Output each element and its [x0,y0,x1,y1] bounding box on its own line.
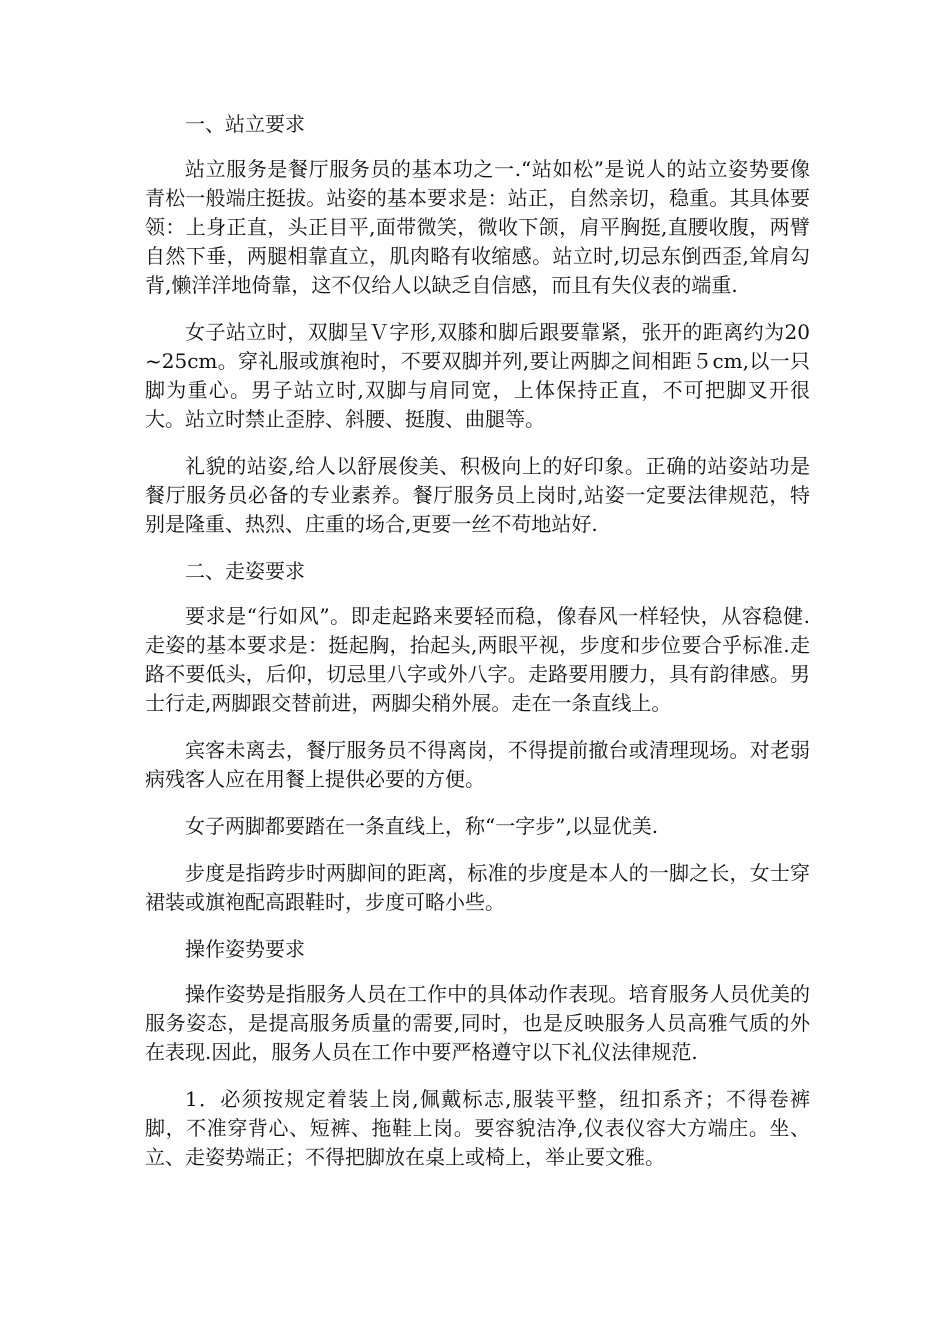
paragraph-step-length: 步度是指跨步时两脚间的距离，标准的步度是本人的一脚之长，女士穿裙装或旗袍配高跟鞋时，步度可略小些。 [145,861,810,914]
section-heading-standing: 一、站立要求 [185,112,305,136]
paragraph-walking-basics: 要求是“行如风”。即走起路来要轻而稳，像春风一样轻快，从容稳健.走姿的基本要求是：挺起胸，抬起头,两眼平视，步度和步位要合乎标准.走路不要低头，后仰，切忌里八字或外八字。走路要用腰力，具有韵律感。男士行走,两脚跟交替前进，两脚尖稍外展。走在一条直线上。 [145,604,810,715]
paragraph-women-step: 女子两脚都要踏在一条直线上，称“一字步”,以显优美. [185,814,659,838]
paragraph-operation-intro: 操作姿势是指服务人员在工作中的具体动作表现。培育服务人员优美的服务姿态，是提高服务质量的需要,同时，也是反映服务人员高雅气质的外在表现.因此，服务人员在工作中要严格遵守以下礼仪法律规范. [145,982,810,1064]
paragraph-standing-basics: 站立服务是餐厅服务员的基本功之一.“站如松”是说人的站立姿势要像青松一般端庄挺拔。站姿的基本要求是：站正，自然亲切，稳重。其具体要领：上身正直，头正目平,面带微笑，微收下颌，肩平胸挺,直腰收腹，两臂自然下垂，两腿相靠直立，肌肉略有收缩感。站立时,切忌东倒西歪,耸肩勾背,懒洋洋地倚靠，这不仅给人以缺乏自信感，而且有失仪表的端重. [145,157,810,297]
section-heading-walking: 二、走姿要求 [185,559,305,583]
paragraph-guests: 宾客未离去，餐厅服务员不得离岗，不得提前撤台或清理现场。对老弱病残客人应在用餐上提供必要的方便。 [145,738,810,791]
document-page [145,110,810,1190]
paragraph-standing-gender: 女子站立时，双脚呈Ｖ字形,双膝和脚后跟要靠紧，张开的距离约为20~25cm。穿礼服或旗袍时，不要双脚并列,要让两脚之间相距５cm,以一只脚为重心。男子站立时,双脚与肩同宽，上体保持正直，不可把脚叉开很大。站立时禁止歪脖、斜腰、挺腹、曲腿等。 [145,320,810,431]
section-heading-operation: 操作姿势要求 [185,937,305,961]
paragraph-standing-etiquette: 礼貌的站姿,给人以舒展俊美、积极向上的好印象。正确的站姿站功是餐厅服务员必备的专业素养。餐厅服务员上岗时,站姿一定要法律规范，特别是隆重、热烈、庄重的场合,更要一丝不苟地站好. [145,454,810,536]
paragraph-rule-1: 1．必须按规定着装上岗,佩戴标志,服装平整，纽扣系齐；不得卷裤脚，不准穿背心、短裤、拖鞋上岗。要容貌洁净,仪表仪容大方端庄。坐、立、走姿势端正；不得把脚放在桌上或椅上，举止要文雅。 [145,1087,810,1169]
